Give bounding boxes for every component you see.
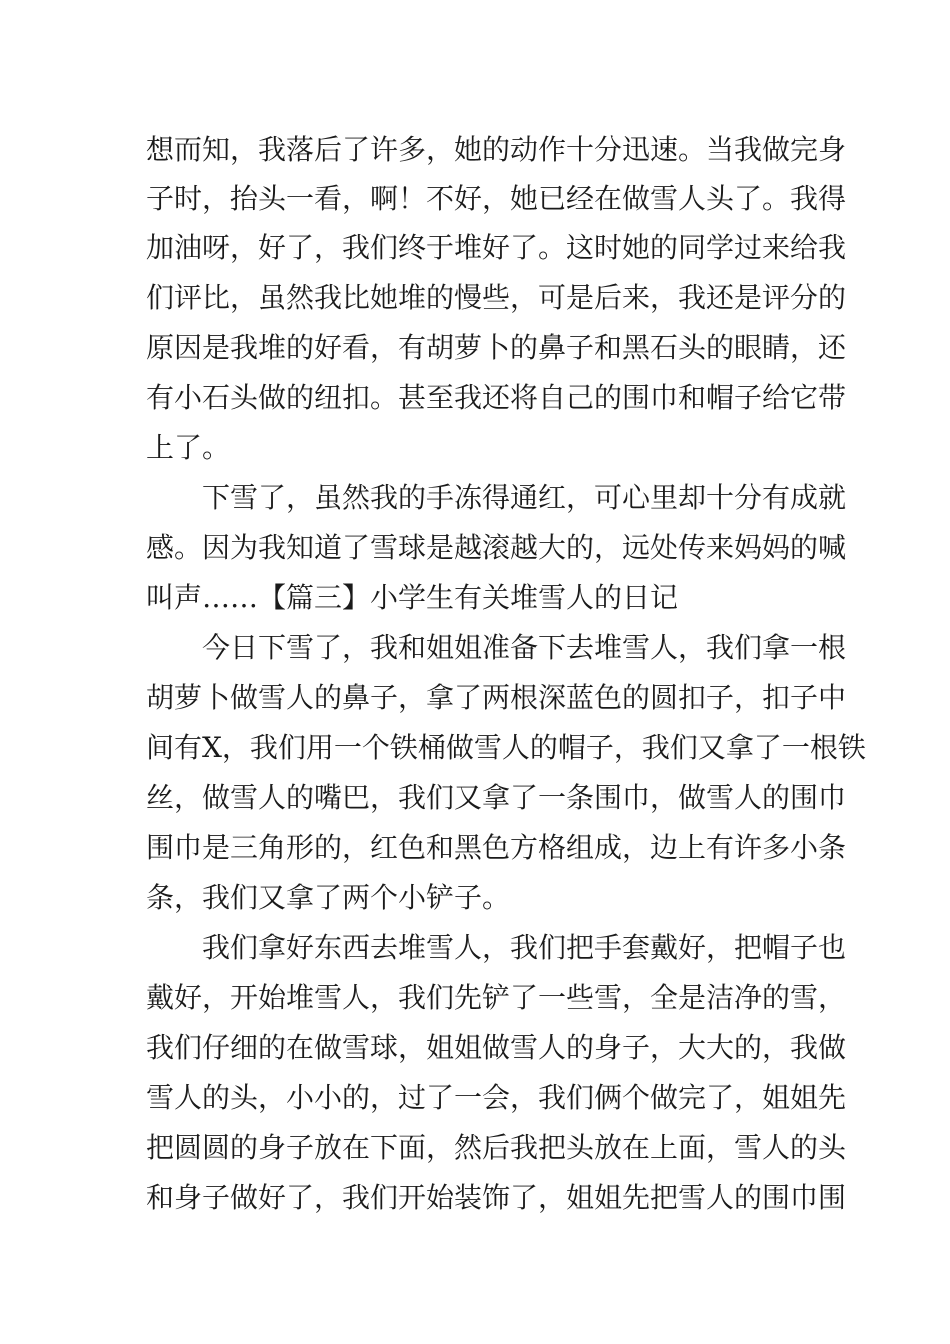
text-line: 原因是我堆的好看，有胡萝卜的鼻子和黑石头的眼睛，还 [146,331,847,364]
text-line: 条，我们又拿了两个小铲子。 [146,881,511,914]
paragraph-first-line: 今日下雪了，我和姐姐准备下去堆雪人，我们拿一根 [202,631,847,664]
text-line: 们评比，虽然我比她堆的慢些，可是后来，我还是评分的 [146,281,847,314]
text-line: 围巾是三角形的，红色和黑色方格组成，边上有许多小条 [146,831,847,864]
text-line: 感。因为我知道了雪球是越滚越大的，远处传来妈妈的喊 [146,531,847,564]
text-line: 把圆圆的身子放在下面，然后我把头放在上面，雪人的头 [146,1131,847,1164]
text-line: 我们仔细的在做雪球，姐姐做雪人的身子，大大的，我做 [146,1031,847,1064]
paragraph-first-line: 下雪了，虽然我的手冻得通红，可心里却十分有成就 [202,481,847,514]
text-line: 间有X，我们用一个铁桶做雪人的帽子，我们又拿了一根铁 [146,731,866,764]
text-line: 想而知，我落后了许多，她的动作十分迅速。当我做完身 [146,133,847,166]
text-line: 和身子做好了，我们开始装饰了，姐姐先把雪人的围巾围 [146,1181,847,1214]
text-line: 上了。 [146,431,231,464]
text-line: 胡萝卜做雪人的鼻子，拿了两根深蓝色的圆扣子，扣子中 [146,681,847,714]
text-line: 丝，做雪人的嘴巴，我们又拿了一条围巾，做雪人的围巾 [146,781,847,814]
text-line: 子时，抬头一看，啊！不好，她已经在做雪人头了。我得 [146,182,847,215]
text-line: 有小石头做的纽扣。甚至我还将自己的围巾和帽子给它带 [146,381,847,414]
text-line: 加油呀，好了，我们终于堆好了。这时她的同学过来给我 [146,231,847,264]
paragraph-first-line: 我们拿好东西去堆雪人，我们把手套戴好，把帽子也 [202,931,847,964]
text-line: 戴好，开始堆雪人，我们先铲了一些雪，全是洁净的雪， [146,981,847,1014]
text-line: 叫声……【篇三】小学生有关堆雪人的日记 [146,581,679,614]
text-line: 雪人的头，小小的，过了一会，我们俩个做完了，姐姐先 [146,1081,847,1114]
